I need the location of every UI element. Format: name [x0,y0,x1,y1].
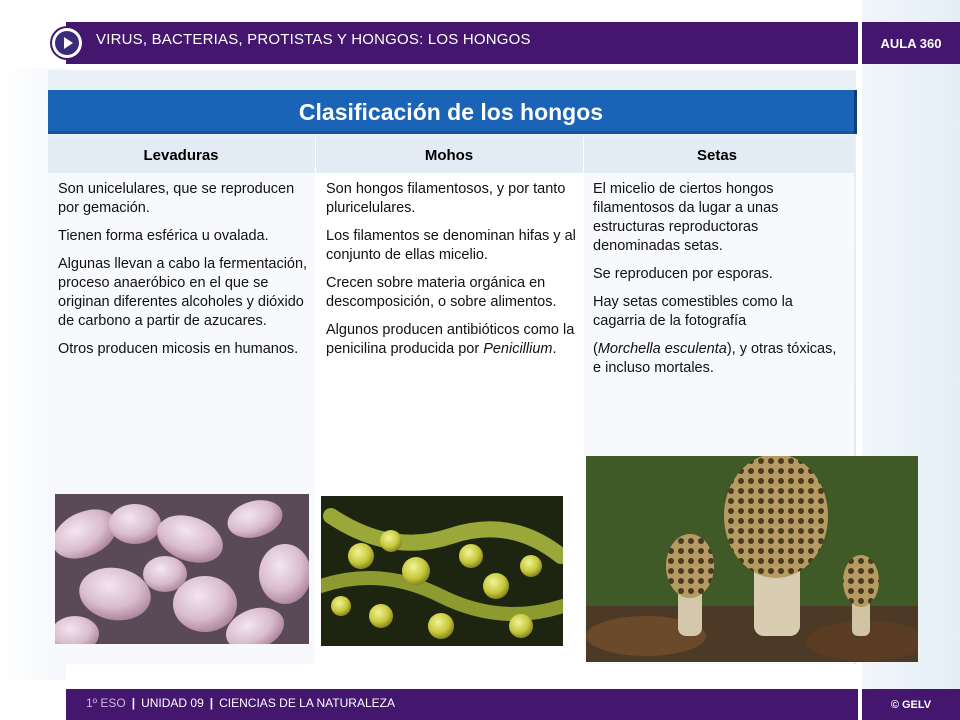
play-arrow-icon-inner [55,31,79,55]
text-run: . [552,341,557,357]
paragraph [593,340,847,378]
paragraph: Se reproducen por esporas. [593,266,773,282]
column-text-mohos [326,180,580,368]
footer-course: 1º ESO [86,696,126,710]
paragraph: Crecen sobre materia orgánica en descomposición, o sobre alimentos. [326,275,557,310]
footer-separator: | [131,696,136,710]
brand-box [862,22,960,64]
species-name: Penicillium [483,341,553,357]
column-heading-mohos: Mohos [424,147,474,164]
footer-breadcrumb [86,696,395,710]
copyright-label: © GELV [890,698,932,711]
morel-mushroom-photo [586,456,918,662]
mold-micrograph-image [321,496,563,646]
column-heading-setas: Setas [696,147,738,164]
copyright-box [862,689,960,720]
paragraph: Algunas llevan a cabo la fermentación, proceso anaeróbico en el que se originan diferentes alcoholes y dióxido de carbono a partir de azucares. [58,256,308,329]
paragraph: Tienen forma esférica u ovalada. [58,228,269,244]
paragraph: El micelio de ciertos hongos filamentosos da lugar a unas estructuras reproductoras denominadas setas. [593,181,779,254]
footer-separator: | [209,696,214,710]
text-run: Algunos producen antibióticos como la penicilina producida por [326,322,575,357]
paragraph: Son unicelulares, que se reproducen por gemación. [58,181,295,216]
paragraph: Hay setas comestibles como la cagarria de la fotografía [593,294,793,329]
column-divider [583,137,584,664]
paragraph: Otros producen micosis en humanos. [58,341,299,357]
column-text-levaduras [58,180,312,368]
play-arrow-icon[interactable] [52,28,82,58]
paragraph [326,321,580,359]
paragraph: Son hongos filamentosos, y por tanto pluricelulares. [326,181,566,216]
paragraph: Los filamentos se denominan hifas y al conjunto de ellas micelio. [326,228,576,263]
text-run: ( [593,341,598,357]
column-divider [315,137,316,664]
text-run: ), y otras tóxicas, e incluso mortales. [593,341,837,376]
slide-title: Clasificación de los hongos [298,99,604,125]
column-heading-levaduras: Levaduras [143,147,219,164]
header-title: VIRUS, BACTERIAS, PROTISTAS Y HONGOS: LOS HONGOS [96,31,531,48]
play-arrow-triangle [64,37,73,49]
brand-label: AULA 360 [880,35,942,51]
footer-subject: CIENCIAS DE LA NATURALEZA [219,696,395,710]
yeast-micrograph-image [55,494,309,644]
footer-unit: UNIDAD 09 [141,696,204,710]
species-name: Morchella esculenta [597,341,727,357]
column-text-setas [593,180,847,387]
